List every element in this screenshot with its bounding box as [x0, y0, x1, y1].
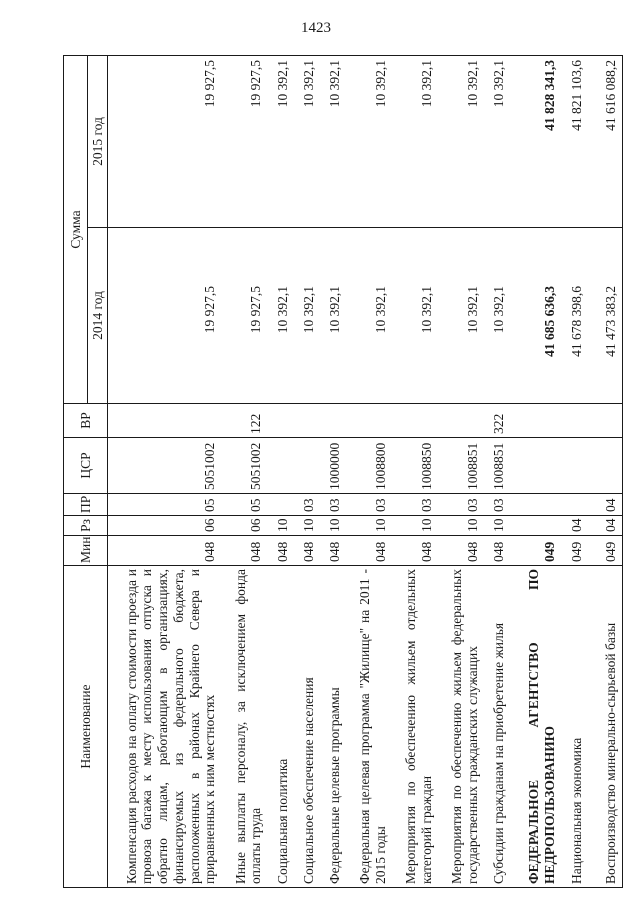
table-row: [108, 55, 222, 887]
row-name: Федеральная целевая программа "Жилище" на 2011 - 2015 годы: [346, 566, 392, 888]
row-sum-2014: 10 392,1: [392, 228, 438, 404]
row-csr: 5051002: [108, 438, 222, 494]
row-vr: 122: [221, 404, 267, 438]
agency-name-line1: ФЕДЕРАЛЬНОЕ АГЕНТСТВО ПО: [525, 569, 541, 884]
row-pr: 03: [346, 494, 392, 516]
row-csr: [267, 438, 293, 494]
row-rz: 04: [561, 516, 589, 536]
row-sum-2014: 10 392,1: [293, 228, 319, 404]
row-csr: 5051002: [221, 438, 267, 494]
row-sum-2015: 10 392,1: [484, 55, 510, 227]
row-name: Мероприятия по обеспечению жильем федеральных государственных гражданских служащих: [438, 566, 484, 888]
header-name: Наименование: [64, 566, 108, 888]
row-min: 048: [484, 536, 510, 566]
row-vr: [392, 404, 438, 438]
row-pr: 03: [392, 494, 438, 516]
row-min: 048: [346, 536, 392, 566]
row-rz: 04: [588, 516, 622, 536]
row-name: Национальная экономика: [561, 566, 589, 888]
header-2014: 2014 год: [88, 228, 108, 404]
row-min: 048: [267, 536, 293, 566]
row-csr: [588, 438, 622, 494]
row-sum-2015: 41 828 341,3: [510, 55, 560, 227]
row-csr: 1000000: [320, 438, 346, 494]
row-vr: [510, 404, 560, 438]
row-csr: 1008850: [392, 438, 438, 494]
row-sum-2015: 10 392,1: [392, 55, 438, 227]
row-name: Компенсация расходов на оплату стоимости проезда и провоза багажа к месту использования отпуска и обратно лицам, работающим в организациях, финансируемых из федерального бюджета, расположенных в районах Крайнего Севера и приравненных к ним местностях: [108, 566, 222, 888]
row-pr: [267, 494, 293, 516]
row-pr: 03: [320, 494, 346, 516]
row-sum-2014: 41 685 636,3: [510, 228, 560, 404]
row-sum-2015: 10 392,1: [346, 55, 392, 227]
row-min: 048: [221, 536, 267, 566]
row-pr: 03: [484, 494, 510, 516]
row-csr: [293, 438, 319, 494]
header-min: Мин: [64, 536, 108, 566]
row-rz: [510, 516, 560, 536]
row-name: Мероприятия по обеспечению жильем отдельных категорий граждан: [392, 566, 438, 888]
row-sum-2015: 19 927,5: [108, 55, 222, 227]
table-row: [320, 55, 346, 887]
row-pr: 05: [108, 494, 222, 516]
row-rz: 06: [221, 516, 267, 536]
header-vr: ВР: [64, 404, 108, 438]
row-vr: [346, 404, 392, 438]
table-row: [510, 55, 560, 887]
row-vr: [438, 404, 484, 438]
header-2015: 2015 год: [88, 55, 108, 227]
row-name: [510, 566, 560, 888]
row-pr: 05: [221, 494, 267, 516]
row-sum-2015: 10 392,1: [320, 55, 346, 227]
row-min: 048: [108, 536, 222, 566]
row-sum-2015: 10 392,1: [438, 55, 484, 227]
row-vr: [320, 404, 346, 438]
table-row: [588, 55, 622, 887]
budget-table: [63, 55, 623, 888]
row-min: 048: [438, 536, 484, 566]
row-csr: [510, 438, 560, 494]
row-min: 048: [293, 536, 319, 566]
row-rz: 10: [484, 516, 510, 536]
row-sum-2014: 19 927,5: [221, 228, 267, 404]
row-pr: 03: [293, 494, 319, 516]
table-row: [346, 55, 392, 887]
row-sum-2015: 19 927,5: [221, 55, 267, 227]
rotated-table-wrapper: [63, 56, 623, 888]
row-sum-2015: 10 392,1: [293, 55, 319, 227]
row-sum-2014: 41 473 383,2: [588, 228, 622, 404]
row-name: Субсидии гражданам на приобретение жилья: [484, 566, 510, 888]
row-rz: 10: [267, 516, 293, 536]
row-min: 049: [510, 536, 560, 566]
row-sum-2014: 10 392,1: [320, 228, 346, 404]
row-vr: [108, 404, 222, 438]
row-rz: 06: [108, 516, 222, 536]
table-row: [561, 55, 589, 887]
row-sum-2015: 41 616 088,2: [588, 55, 622, 227]
row-sum-2014: 19 927,5: [108, 228, 222, 404]
row-csr: 1008851: [484, 438, 510, 494]
row-name: Иные выплаты персоналу, за исключением фонда оплаты труда: [221, 566, 267, 888]
row-sum-2014: 10 392,1: [438, 228, 484, 404]
row-vr: [293, 404, 319, 438]
row-sum-2015: 41 821 103,6: [561, 55, 589, 227]
row-name: Социальное обеспечение населения: [293, 566, 319, 888]
row-csr: [561, 438, 589, 494]
row-vr: 322: [484, 404, 510, 438]
row-vr: [561, 404, 589, 438]
row-sum-2015: 10 392,1: [267, 55, 293, 227]
table-row: [293, 55, 319, 887]
row-min: 049: [561, 536, 589, 566]
row-sum-2014: 41 678 398,6: [561, 228, 589, 404]
row-csr: 1008800: [346, 438, 392, 494]
row-pr: 03: [438, 494, 484, 516]
row-pr: 04: [588, 494, 622, 516]
header-rz: Рз: [64, 516, 108, 536]
row-rz: 10: [320, 516, 346, 536]
row-vr: [588, 404, 622, 438]
table-row: [221, 55, 267, 887]
row-rz: 10: [392, 516, 438, 536]
row-sum-2014: 10 392,1: [484, 228, 510, 404]
table-row: [267, 55, 293, 887]
row-rz: 10: [293, 516, 319, 536]
row-rz: 10: [346, 516, 392, 536]
row-pr: [561, 494, 589, 516]
row-name: Федеральные целевые программы: [320, 566, 346, 888]
row-csr: 1008851: [438, 438, 484, 494]
agency-name-line2: НЕДРОПОЛЬЗОВАНИЮ: [541, 726, 557, 884]
row-rz: 10: [438, 516, 484, 536]
table-row: [438, 55, 484, 887]
row-min: 048: [392, 536, 438, 566]
row-vr: [267, 404, 293, 438]
table-row: [484, 55, 510, 887]
header-sum: Сумма: [64, 55, 88, 403]
page-number: 1423: [301, 20, 331, 36]
row-sum-2014: 10 392,1: [267, 228, 293, 404]
row-min: 048: [320, 536, 346, 566]
row-sum-2014: 10 392,1: [346, 228, 392, 404]
row-name: Воспроизводство минерально-сырьевой базы: [588, 566, 622, 888]
header-pr: ПР: [64, 494, 108, 516]
row-name: Социальная политика: [267, 566, 293, 888]
table-row: [392, 55, 438, 887]
header-csr: ЦСР: [64, 438, 108, 494]
row-pr: [510, 494, 560, 516]
row-min: 049: [588, 536, 622, 566]
